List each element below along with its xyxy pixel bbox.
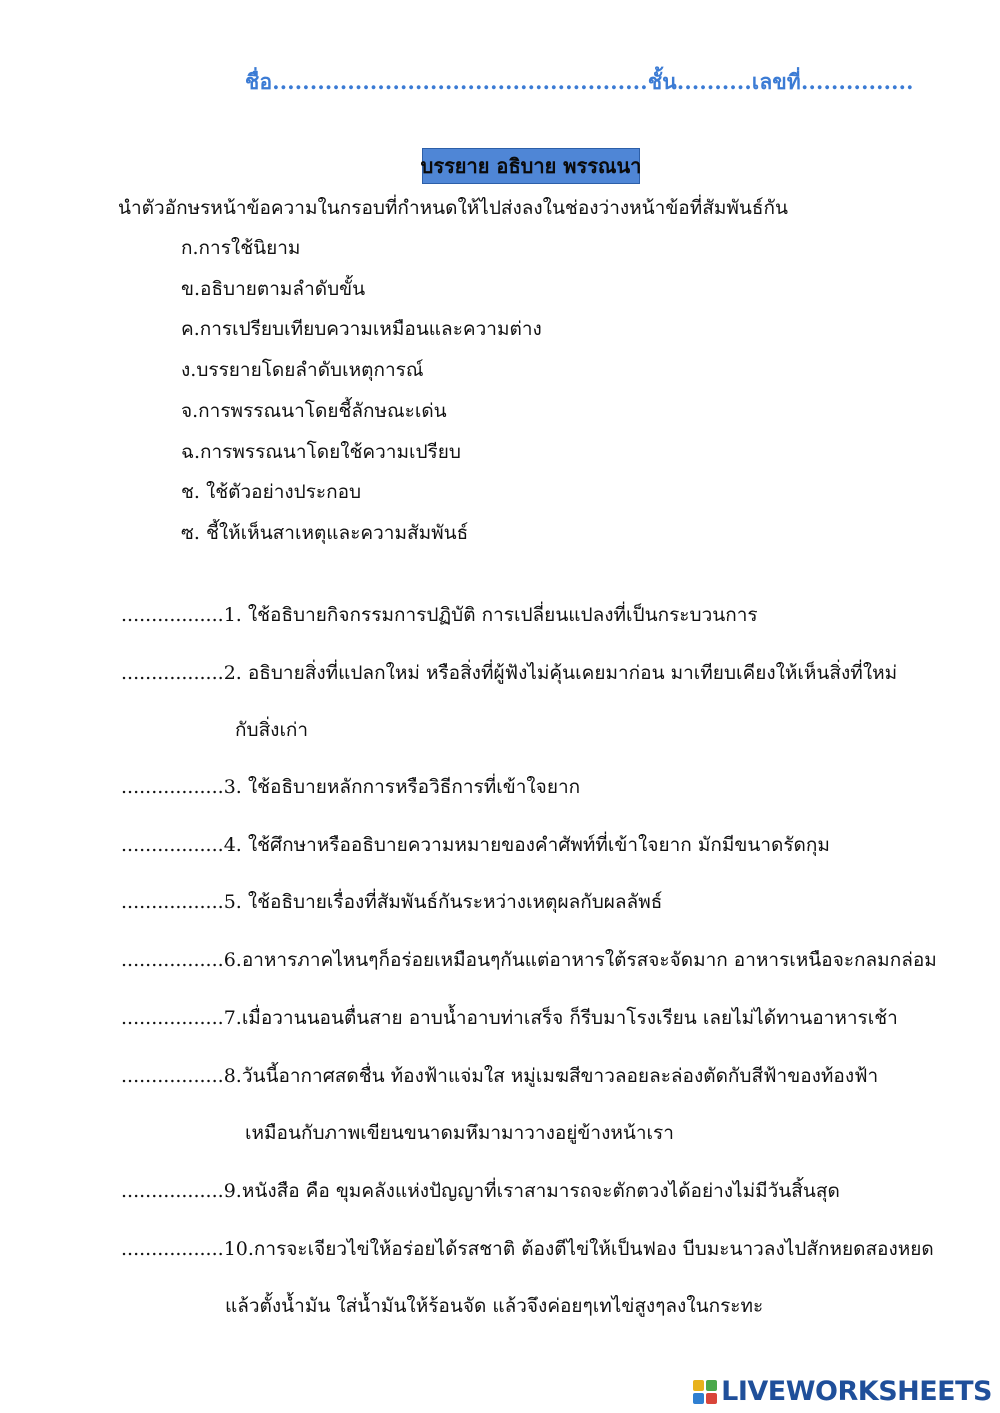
question-row (121, 600, 758, 630)
question-row (121, 945, 937, 975)
question-row (121, 830, 830, 860)
answer-blank[interactable]: ................. (121, 1065, 224, 1087)
liveworksheets-logo-text: LIVEWORKSHEETS (721, 1376, 992, 1407)
liveworksheets-logo (693, 1376, 992, 1407)
answer-blank[interactable]: ................. (121, 1007, 224, 1029)
answer-blank[interactable]: ................. (121, 834, 224, 856)
choice-item: ข.อธิบายตามลำดับขั้น (181, 278, 366, 300)
question-continuation: แล้วตั้งน้ำมัน ใส่น้ำมันให้ร้อนจัด แล้วจึงค่อยๆเทไข่สูงๆลงในกระทะ (225, 1295, 764, 1317)
question-row (121, 1176, 840, 1206)
choice-item: ซ. ชี้ให้เห็นสาเหตุและความสัมพันธ์ (181, 522, 469, 544)
answer-blank[interactable]: ................. (121, 891, 224, 913)
question-text: 5. ใช้อธิบายเรื่องที่สัมพันธ์กันระหว่างเหตุผลกับผลลัพธ์ (223, 891, 663, 913)
question-continuation: กับสิ่งเก่า (235, 719, 309, 741)
question-row (121, 772, 580, 802)
choice-item: ช. ใช้ตัวอย่างประกอบ (181, 481, 362, 503)
question-row (121, 1003, 898, 1033)
choice-item: ค.การเปรียบเทียบความเหมือนและความต่าง (181, 318, 542, 340)
logo-square (693, 1380, 704, 1391)
instruction-text: นำตัวอักษรหน้าข้อความในกรอบที่กำหนดให้ไปส่งลงในช่องว่างหน้าข้อที่สัมพันธ์กัน (118, 197, 788, 219)
answer-blank[interactable]: ................. (121, 604, 224, 626)
question-row (121, 887, 662, 917)
question-row (121, 1234, 934, 1264)
question-text: 6.อาหารภาคไหนๆก็อร่อยเหมือนๆกันแต่อาหารใต้รสจะจัดมาก อาหารเหนือจะกลมกล่อม (223, 949, 937, 971)
answer-blank[interactable]: ................. (121, 1238, 224, 1260)
answer-blank[interactable]: ................. (121, 776, 224, 798)
choice-item: ง.บรรยายโดยลำดับเหตุการณ์ (181, 359, 424, 381)
answer-blank[interactable]: ................. (121, 949, 224, 971)
question-text: 9.หนังสือ คือ ขุมคลังแห่งปัญญาที่เราสามารถจะตักตวงได้อย่างไม่มีวันสิ้นสุด (223, 1180, 840, 1202)
answer-blank[interactable]: ................. (121, 1180, 224, 1202)
logo-square (693, 1393, 704, 1404)
answer-blank[interactable]: ................. (121, 662, 224, 684)
name-class-number-header: ชื่อ..................................................ชั้น..........เลขที่............... (245, 69, 914, 94)
question-text: 2. อธิบายสิ่งที่แปลกใหม่ หรือสิ่งที่ผู้ฟังไม่คุ้นเคยมาก่อน มาเทียบเคียงให้เห็นสิ่งที่ใหม่ (223, 662, 898, 684)
question-text: 10.การจะเจียวไข่ให้อร่อยได้รสชาติ ต้องตีไข่ให้เป็นฟอง บีบมะนาวลงไปสักหยดสองหยด (223, 1238, 934, 1260)
question-text: 1. ใช้อธิบายกิจกรรมการปฏิบัติ การเปลี่ยนแปลงที่เป็นกระบวนการ (223, 604, 758, 626)
logo-square (706, 1393, 717, 1404)
question-continuation: เหมือนกับภาพเขียนขนาดมหึมามาวางอยู่ข้างหน้าเรา (245, 1122, 674, 1144)
question-text: 7.เมื่อวานนอนตื่นสาย อาบน้ำอาบท่าเสร็จ ก็รีบมาโรงเรียน เลยไม่ได้ทานอาหารเช้า (223, 1007, 898, 1029)
choice-item: จ.การพรรณนาโดยชี้ลักษณะเด่น (181, 400, 447, 422)
question-text: 8.วันนี้อากาศสดชื่น ท้องฟ้าแจ่มใส หมู่เมฆสีขาวลอยละล่องตัดกับสีฟ้าของท้องฟ้า (223, 1065, 879, 1087)
worksheet-title (422, 148, 640, 184)
question-row (121, 658, 897, 688)
choice-item: ก.การใช้นิยาม (181, 237, 301, 259)
question-text: 4. ใช้ศึกษาหรืออธิบายความหมายของคำศัพท์ที่เข้าใจยาก มักมีขนาดรัดกุม (223, 834, 830, 856)
question-row (121, 1061, 878, 1091)
logo-square (706, 1380, 717, 1391)
worksheet-title-text: บรรยาย อธิบาย พรรณนา (420, 154, 642, 178)
choice-item: ฉ.การพรรณนาโดยใช้ความเปรียบ (181, 441, 461, 463)
question-text: 3. ใช้อธิบายหลักการหรือวิธีการที่เข้าใจยาก (223, 776, 581, 798)
liveworksheets-logo-icon (693, 1380, 717, 1404)
